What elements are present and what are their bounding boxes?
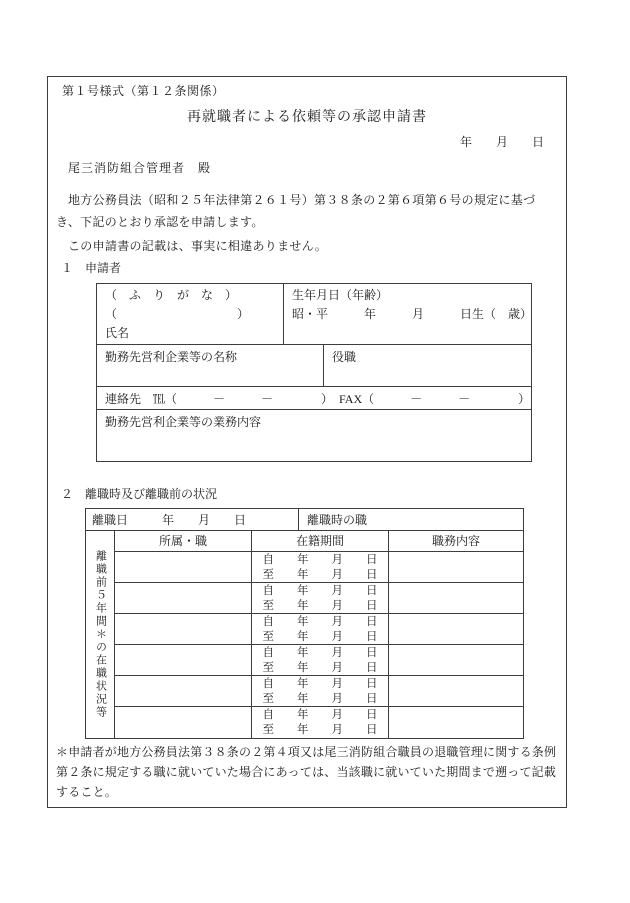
period-from: 自 年 月 日 xyxy=(262,554,378,566)
employment-row-6 xyxy=(115,707,523,738)
duties-blank xyxy=(389,645,523,675)
period-cell xyxy=(252,552,389,582)
section-2-heading xyxy=(61,486,566,503)
employment-history-table xyxy=(85,508,524,739)
section-1-number: １ xyxy=(61,261,74,275)
affiliation-blank xyxy=(115,552,252,582)
contact-row xyxy=(97,387,531,410)
birthdate-blank-line: 昭・平 年 月 日生（ 歳） xyxy=(292,307,533,321)
section-1-heading xyxy=(61,260,566,277)
section-1-title: 申請者 xyxy=(85,261,122,275)
employment-grid xyxy=(115,531,523,738)
form-title: 再就職者による依頼等の承認申請書 xyxy=(187,110,427,125)
date-line: 年 月 日 xyxy=(459,135,544,149)
period-cell xyxy=(252,614,389,644)
affiliation-blank xyxy=(115,707,252,738)
employment-header-row xyxy=(115,531,523,552)
period-cell xyxy=(252,676,389,706)
employment-row-2 xyxy=(115,583,523,614)
section-2-number: ２ xyxy=(61,487,74,501)
company-name-label: 勤務先営利企業等の名称 xyxy=(105,350,238,364)
resignation-post-cell: 離職時の職 xyxy=(307,513,368,527)
period-from: 自 年 月 日 xyxy=(262,647,378,659)
contact-cell: 連絡先 ℡（ － － ） FAX（ － － ） xyxy=(105,391,531,406)
affiliation-blank xyxy=(115,645,252,675)
resignation-date-blank: 年 月 日 xyxy=(162,513,253,527)
affiliation-blank xyxy=(115,676,252,706)
period-from: 自 年 月 日 xyxy=(262,585,378,597)
position-cell xyxy=(324,345,531,386)
declaration-paragraph: この申請書の記載は、事実に相違ありません。 xyxy=(68,239,328,253)
furigana-blank: （ ） xyxy=(105,307,250,321)
duties-blank xyxy=(389,583,523,613)
form-number: 第１号様式（第１２条関係） xyxy=(62,84,225,98)
period-to: 至 年 月 日 xyxy=(262,630,378,643)
period-from: 自 年 月 日 xyxy=(262,678,378,690)
business-row xyxy=(97,410,531,461)
period-cell xyxy=(252,645,389,675)
period-from: 自 年 月 日 xyxy=(262,616,378,628)
period-to: 至 年 月 日 xyxy=(262,723,378,736)
company-name-cell xyxy=(97,345,324,386)
period-cell xyxy=(252,707,389,738)
birthdate-label: 生年月日（年齢） xyxy=(292,288,389,302)
employment-row-3 xyxy=(115,614,523,645)
affiliation-blank xyxy=(115,583,252,613)
position-label: 役職 xyxy=(332,350,357,364)
footnote: ＊申請者が地方公務員法第３８条の２第４項又は尾三消防組合職員の退職管理に関する条例第２条に規定する職に就いていた場合にあっては、当該職に就いていた期間まで遡って記載すること。 xyxy=(56,745,557,799)
form-sheet xyxy=(47,76,567,808)
header-duties: 職務内容 xyxy=(431,534,480,548)
affiliation-blank xyxy=(115,614,252,644)
furigana-label: （ ふ り が な ） xyxy=(105,288,238,302)
period-from: 自 年 月 日 xyxy=(262,709,378,721)
employment-row-1 xyxy=(115,552,523,583)
name-label: 氏名 xyxy=(105,326,130,340)
birthdate-cell xyxy=(284,284,531,344)
duties-blank xyxy=(389,707,523,738)
employment-row-5 xyxy=(115,676,523,707)
period-to: 至 年 月 日 xyxy=(262,599,378,612)
applicant-name-row xyxy=(97,284,531,345)
duties-blank xyxy=(389,676,523,706)
period-to: 至 年 月 日 xyxy=(262,692,378,705)
business-cell: 勤務先営利企業等の業務内容 xyxy=(105,415,262,429)
resignation-date-row xyxy=(86,509,523,531)
resignation-date-label: 離職日 xyxy=(92,513,129,527)
period-to: 至 年 月 日 xyxy=(262,661,378,674)
duties-blank xyxy=(389,614,523,644)
addressee: 尾三消防組合管理者 殿 xyxy=(68,161,212,175)
header-period: 在籍期間 xyxy=(252,531,389,551)
legal-basis-paragraph: 地方公務員法（昭和２５年法律第２６１号）第３８条の２第６項第６号の規定に基づき、下記のとおり承認を申請します。 xyxy=(56,193,536,229)
resignation-date-cell xyxy=(86,509,299,530)
period-to: 至 年 月 日 xyxy=(262,568,378,581)
header-affiliation: 所属・職 xyxy=(115,531,252,551)
vertical-span-label: 離職前５年間＊の在職状況等 xyxy=(86,531,115,738)
duties-blank xyxy=(389,552,523,582)
period-cell xyxy=(252,583,389,613)
section-2-title: 離職時及び離職前の状況 xyxy=(85,487,218,501)
employment-table-body xyxy=(86,531,523,738)
company-row xyxy=(97,345,531,387)
applicant-table xyxy=(96,283,532,462)
employment-row-4 xyxy=(115,645,523,676)
name-cell xyxy=(97,284,284,344)
